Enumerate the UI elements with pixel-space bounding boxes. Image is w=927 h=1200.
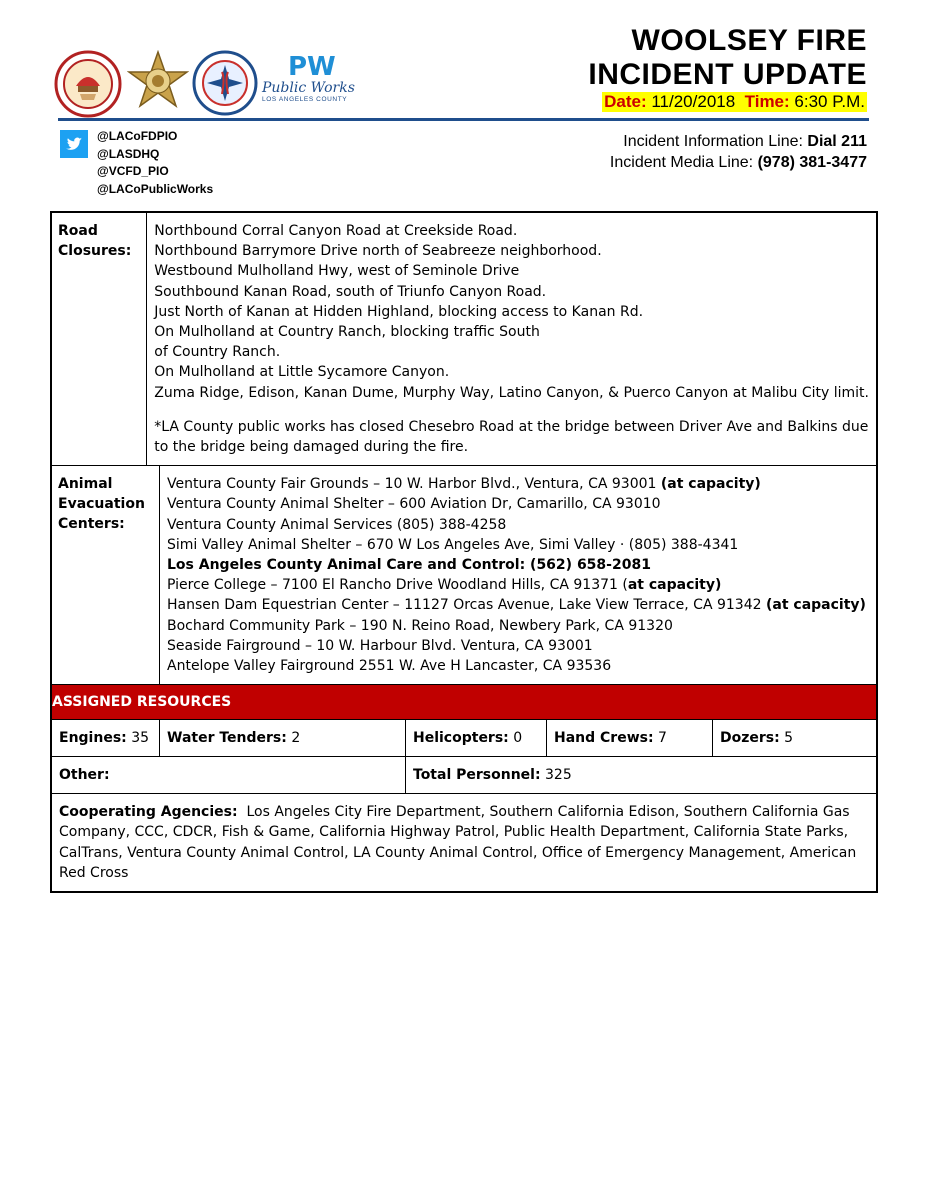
helicopters-cell: Helicopters: 0 <box>406 720 547 756</box>
list-item: Seaside Fairground – 10 W. Harbour Blvd. Ventura, CA 93001 <box>167 637 593 654</box>
list-item: Northbound Corral Canyon Road at Creekside Road. <box>154 223 518 239</box>
cooperating-agencies-text: Cooperating Agencies: Los Angeles City Fire Department, Southern California Edison, Southern California Gas Company, CCC, CDCR, Fish & Game, California Highway Patrol, Public Health Department, California State Parks, CalTrans, Ventura County Animal Control, LA County Animal Control, Office of Emergency Management, American Red Cross <box>59 804 857 881</box>
animal-evacuation-row <box>52 466 876 685</box>
list-item: Pierce College – 7100 El Rancho Drive Woodland Hills, CA 91371 (at capacity) <box>167 577 722 594</box>
resources-counts-row <box>52 720 876 757</box>
list-item: Hansen Dam Equestrian Center – 11127 Orcas Avenue, Lake View Terrace, CA 91342 (at capacity) <box>167 597 866 614</box>
list-item: On Mulholland at Little Sycamore Canyon. <box>154 364 450 381</box>
handle-lasdhq[interactable]: @LASDHQ <box>97 146 160 161</box>
hand-crews-cell: Hand Crews: 7 <box>547 720 713 756</box>
list-item: Los Angeles County Animal Care and Control: (562) 658-2081 <box>167 557 651 574</box>
list-item: Ventura County Animal Shelter – 600 Aviation Dr, Camarillo, CA 93010 <box>167 496 661 513</box>
media-line-label: Incident Media Line: <box>609 154 754 171</box>
list-item: of Country Ranch. <box>154 344 281 361</box>
incident-title-line2: INCIDENT UPDATE <box>588 58 867 91</box>
list-item: Northbound Barrymore Drive north of Seabreeze neighborhood. <box>154 243 602 260</box>
social-handles <box>97 128 213 198</box>
animal-evacuation-list <box>160 466 876 684</box>
handle-vcfd-pio[interactable]: @VCFD_PIO <box>97 164 169 178</box>
pw-sub: LOS ANGELES COUNTY <box>262 96 348 103</box>
info-line-label: Incident Information Line: <box>623 133 803 150</box>
public-works-logo <box>262 54 358 103</box>
engines-cell: Engines: 35 <box>52 720 160 756</box>
list-item: On Mulholland at Country Ranch, blocking traffic South <box>154 324 540 341</box>
info-line-value: Dial 211 <box>807 133 867 150</box>
date-label: Date: <box>604 92 647 111</box>
incident-contact-lines <box>610 131 867 173</box>
handle-lacofdpio[interactable]: @LACoFDPIO <box>97 129 178 143</box>
cooperating-agencies-row <box>52 794 876 891</box>
list-item: Bochard Community Park – 190 N. Reino Road, Newbery Park, CA 91320 <box>167 617 673 634</box>
time-value: 6:30 P.M. <box>794 92 865 111</box>
other-cell: Other: <box>52 757 406 793</box>
date-time-line <box>602 92 867 112</box>
ventura-county-fire-logo-icon <box>192 48 258 118</box>
handle-lacopublicworks[interactable]: @LACoPublicWorks <box>97 181 214 196</box>
animal-evacuation-label: Animal Evacuation Centers: <box>52 466 160 684</box>
list-item: Zuma Ridge, Edison, Kanan Dume, Murphy Way, Latino Canyon, & Puerco Canyon at Malibu City limit. <box>154 384 869 401</box>
road-closures-row <box>52 213 876 466</box>
header-divider <box>58 118 869 121</box>
dozers-cell: Dozers: 5 <box>720 730 794 747</box>
list-item: Westbound Mulholland Hwy, west of Seminole Drive <box>154 263 520 280</box>
twitter-icon <box>60 130 88 158</box>
road-closures-list <box>147 213 876 465</box>
list-item: Simi Valley Animal Shelter – 670 W Los Angeles Ave, Simi Valley · (805) 388-4341 <box>167 536 739 553</box>
total-personnel-cell: Total Personnel: 325 <box>413 767 572 784</box>
sheriff-star-badge-icon <box>127 50 189 116</box>
list-item: Antelope Valley Fairground 2551 W. Ave H Lancaster, CA 93536 <box>167 658 612 675</box>
la-county-fire-department-logo-icon <box>54 50 122 118</box>
resources-other-row <box>52 757 876 794</box>
incident-title-line1: WOOLSEY FIRE <box>631 24 867 57</box>
pw-mark: PW <box>288 52 336 82</box>
incident-table <box>50 211 878 893</box>
pw-name: Public Works <box>262 80 355 96</box>
list-item: Ventura County Animal Services (805) 388-4258 <box>167 516 507 533</box>
road-closure-note: *LA County public works has closed Chesebro Road at the bridge between Driver Ave and Balkins due to the bridge being damaged during the fire. <box>154 418 869 456</box>
assigned-resources-heading: ASSIGNED RESOURCES <box>52 685 876 720</box>
list-item: Southbound Kanan Road, south of Triunfo Canyon Road. <box>154 283 547 300</box>
list-item: Just North of Kanan at Hidden Highland, blocking access to Kanan Rd. <box>154 303 644 320</box>
date-value: 11/20/2018 <box>651 92 736 111</box>
road-closures-label: Road Closures: <box>52 213 147 465</box>
water-tenders-cell: Water Tenders: 2 <box>160 720 406 756</box>
media-line-value: (978) 381-3477 <box>757 154 867 171</box>
list-item: Ventura County Fair Grounds – 10 W. Harbor Blvd., Ventura, CA 93001 (at capacity) <box>167 476 761 493</box>
time-label: Time: <box>744 92 790 111</box>
